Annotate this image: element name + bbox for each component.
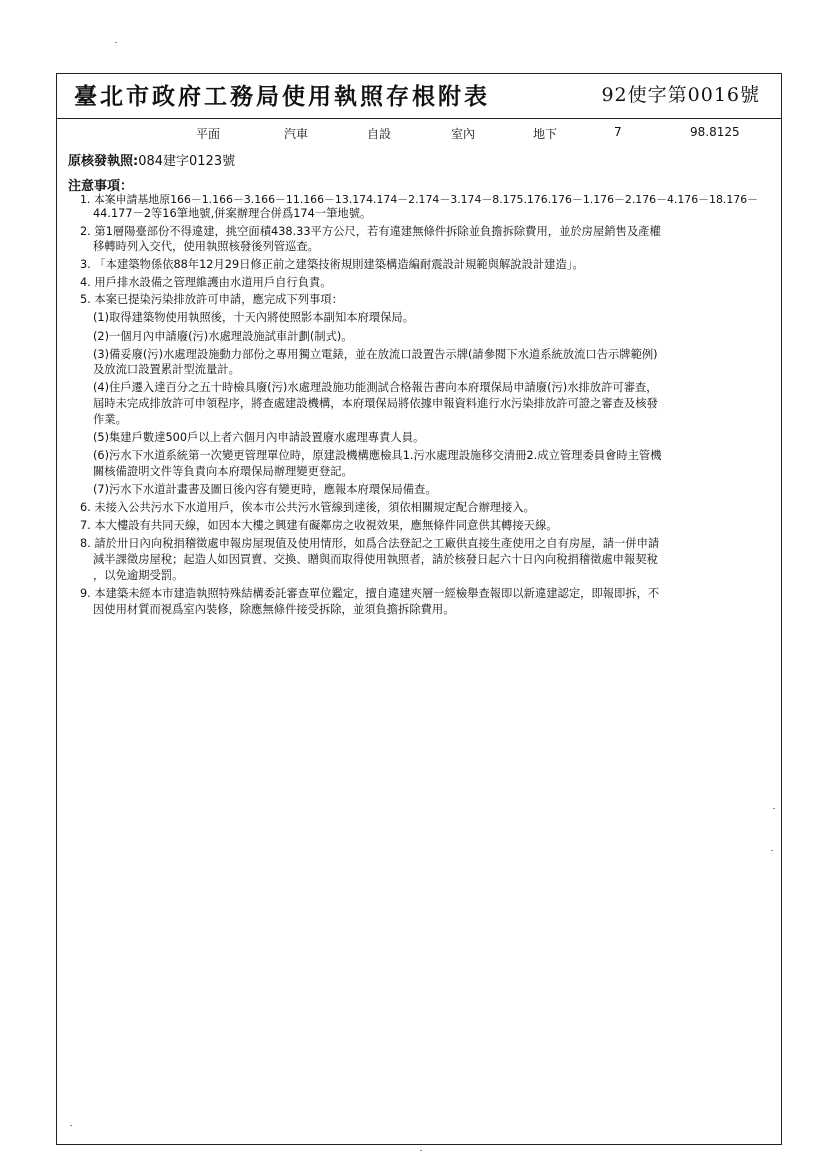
note-6-line-1: 6. 未接入公共污水下水道用戶，俟本市公共污水管線到達後，須依相關規定配合辦理接入。 <box>80 501 535 514</box>
note-5-sub-3-line-2: 及放流口設置累計型流量計。 <box>93 363 240 376</box>
note-1-line-2: 44.177－2等16筆地號,併案辦理合併爲174一筆地號。 <box>93 207 372 220</box>
note-9-line-1: 9. 本建築未經本市建造執照特殊結構委託審查單位鑑定，擅自違建夾層一經檢舉查報即以新違建認定，即報即拆，不 <box>80 587 660 600</box>
summary-ownership: 自設 <box>367 127 392 141</box>
note-2-line-1: 2. 第1層陽臺部份不得違建，挑空面積438.33平方公尺，若有違建無條件拆除並負擔拆除費用，並於房屋銷售及產權 <box>80 225 661 238</box>
note-1-line-1: 1. 本案申請基地原166－1.166－3.166－11.166－13.174.174－2.174－3.174－8.175.176.176－1.176－2.176－4.176－18.176－ <box>80 193 759 206</box>
note-5-sub-4-line-2: 屆時未完成排放許可申領程序，將查處建設機構，本府環保局將依據申報資料進行水污染排放許可證之審查及核發 <box>93 397 658 410</box>
original-permit-value: 084建字0123號 <box>138 154 236 169</box>
summary-vehicle-type: 汽車 <box>284 127 309 141</box>
note-5-sub-5: (5)集建戶數達500戶以上者六個月內申請設置廢水處理專責人員。 <box>93 431 425 444</box>
note-5-sub-6-line-2: 關核備證明文件等負責向本府環保局辦理變更登記。 <box>93 465 353 478</box>
scan-speck <box>115 42 117 43</box>
scan-speck <box>70 1125 72 1126</box>
summary-count: 7 <box>614 125 622 139</box>
summary-level: 地下 <box>533 127 558 141</box>
original-permit-label: 原核發執照: <box>68 154 139 169</box>
summary-location: 室內 <box>451 127 476 141</box>
scan-speck <box>771 850 773 851</box>
scan-speck <box>773 808 775 809</box>
note-5-sub-6-line-1: (6)污水下水道系統第一次變更管理單位時，原建設機構應檢具1.污水處理設施移交清冊2.成立管理委員會時主管機 <box>93 449 662 462</box>
note-5-line-1: 5. 本案已提染污染排放許可申請，應完成下列事項： <box>80 293 343 306</box>
note-9-line-2: 因使用材質而視爲室內裝修，除應無條件接受拆除，並須負擔拆除費用。 <box>93 603 455 616</box>
scan-speck <box>420 1150 422 1151</box>
document-header <box>56 73 782 119</box>
document-title: 臺北市政府工務局使用執照存根附表 <box>74 83 490 110</box>
note-8-line-2: 減半課徵房屋稅；起造人如因買賣、交換、贈與而取得使用執照者，請於核發日起六十日內向稅捐稽徵處申報契稅 <box>93 553 658 566</box>
note-5-sub-4-line-3: 作業。 <box>93 413 127 426</box>
original-permit <box>68 150 235 169</box>
note-3-line-1: 3. 「本建築物係依88年12月29日修正前之建築技術規則建築構造編耐震設計規範與解說設計建造」。 <box>80 258 584 271</box>
notes-heading: 注意事項： <box>68 179 134 194</box>
note-7-line-1: 7. 本大樓設有共同天線，如因本大樓之興建有礙鄰房之收視效果，應無條件同意供其轉接天線。 <box>80 519 558 532</box>
note-8-line-1: 8. 請於卅日內向稅捐稽徵處申報房屋現值及使用情形，如爲合法登記之工廠供直接生產使用之自有房屋，請一併申請 <box>80 537 660 550</box>
note-8-line-3: ，以免逾期受罰。 <box>93 569 184 582</box>
note-5-sub-7: (7)污水下水道計畫書及圖日後內容有變更時，應報本府環保局備查。 <box>93 483 437 496</box>
note-5-sub-2: (2)一個月內申請廢(污)水處理設施試車計劃(制式)。 <box>93 330 353 343</box>
note-5-sub-1: (1)取得建築物使用執照後，十天內將使照影本副知本府環保局。 <box>93 311 415 324</box>
note-4-line-1: 4. 用戶排水設備之管理維護由水道用戶自行負責。 <box>80 276 332 289</box>
summary-area: 98.8125 <box>690 125 740 139</box>
note-5-sub-4-line-1: (4)住戶遷入達百分之五十時檢具廢(污)水處理設施功能測試合格報告書向本府環保局申請廢(污)水排放許可審查， <box>93 381 658 394</box>
note-5-sub-3-line-1: (3)備妥廢(污)水處理設施動力部份之專用獨立電錶，並在放流口設置告示牌(請參閱下水道系統放流口告示牌範例) <box>93 348 658 361</box>
summary-parking-type: 平面 <box>196 127 221 141</box>
document-number: 92使字第0016號 <box>601 84 760 106</box>
note-2-line-2: 移轉時列入交代，使用執照核發後列管巡查。 <box>93 240 319 253</box>
